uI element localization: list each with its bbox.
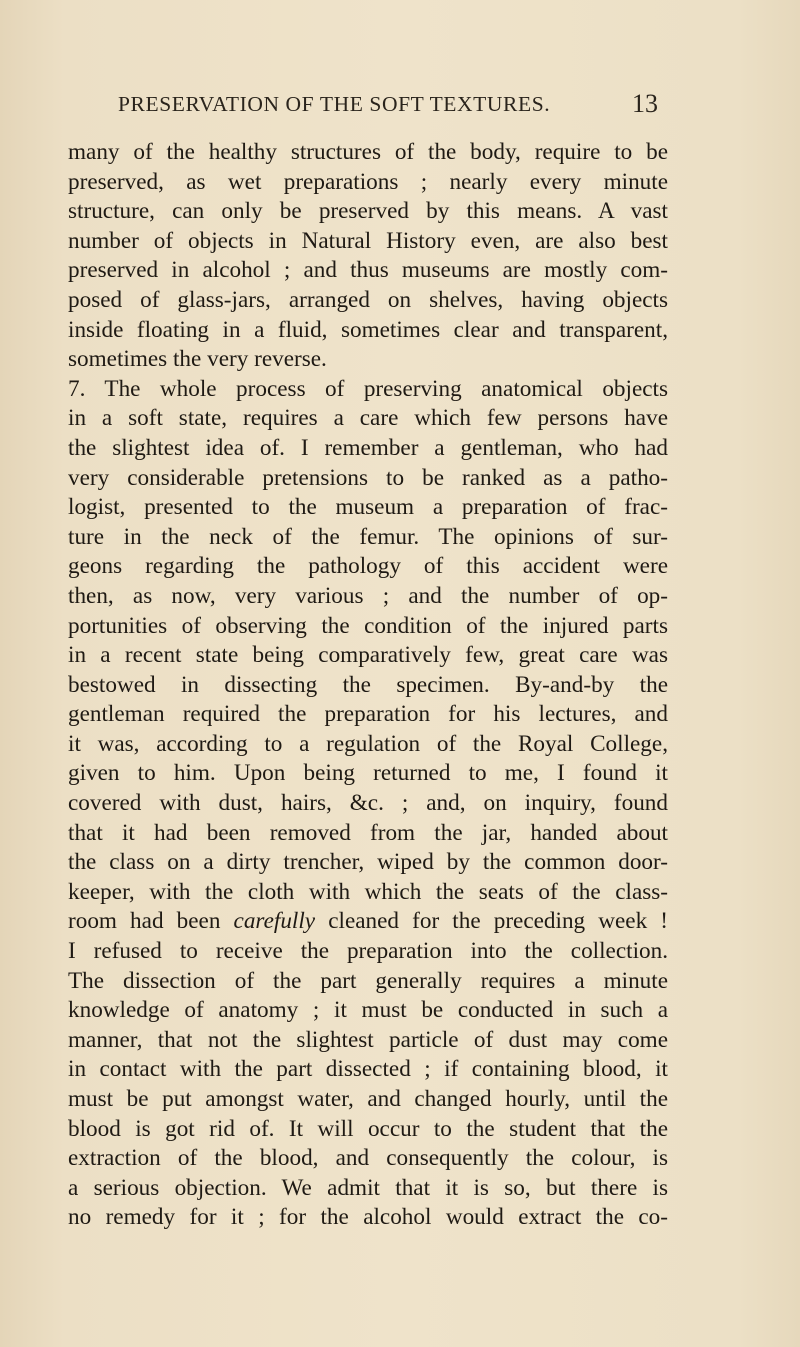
text-line: structure, can only be preserved by this means. A vast <box>68 198 668 225</box>
text-line: bestowed in dissecting the specimen. By-and-by the <box>68 671 668 698</box>
text-line: no remedy for it ; for the alcohol would extract the co- <box>68 1204 668 1231</box>
text-line: that it had been removed from the jar, handed about <box>68 819 668 846</box>
text-line: covered with dust, hairs, &c. ; and, on inquiry, found <box>68 790 668 817</box>
text-line: gentleman required the preparation for his lectures, and <box>68 701 668 728</box>
text-segment: cleaned for the preceding week ! <box>328 908 668 935</box>
text-line: then, as now, very various ; and the number of op- <box>68 582 668 609</box>
text-line: sometimes the very reverse. <box>68 346 327 373</box>
text-line: in a recent state being comparatively few, great care was <box>68 642 668 669</box>
text-line: manner, that not the slightest particle of dust may come <box>68 1026 668 1053</box>
running-title: PRESERVATION OF THE SOFT TEXTURES. <box>118 92 551 116</box>
page-header <box>118 89 658 120</box>
text-line: number of objects in Natural History even, are also best <box>68 227 668 254</box>
text-line: given to him. Upon being returned to me, I found it <box>68 760 668 787</box>
text-segment: room had been <box>68 908 221 935</box>
text-line: the class on a dirty trencher, wiped by the common door- <box>68 849 668 876</box>
text-line: preserved in alcohol ; and thus museums are mostly com- <box>68 257 668 284</box>
text-line: in contact with the part dissected ; if containing blood, it <box>68 1056 668 1083</box>
text-line: it was, according to a regulation of the Royal College, <box>68 730 668 757</box>
text-line: I refused to receive the preparation into the collection. <box>68 938 668 965</box>
text-line: geons regarding the pathology of this accident were <box>68 553 668 580</box>
text-line: preserved, as wet preparations ; nearly every minute <box>68 168 668 195</box>
text-line: inside floating in a fluid, sometimes clear and transparent, <box>68 316 668 343</box>
paragraph-start-line: 7. The whole process of preserving anatomical objects <box>68 375 668 402</box>
text-line: ture in the neck of the femur. The opinions of sur- <box>68 523 668 550</box>
body-text <box>68 138 668 1233</box>
text-line-with-italic <box>68 907 668 937</box>
text-line: logist, presented to the museum a preparation of frac- <box>68 494 668 521</box>
page-number: 13 <box>632 89 658 118</box>
text-line: a serious objection. We admit that it is so, but there is <box>68 1174 668 1201</box>
text-line: extraction of the blood, and consequently the colour, is <box>68 1145 668 1172</box>
text-line: very considerable pretensions to be ranked as a patho- <box>68 464 668 491</box>
text-line: posed of glass-jars, arranged on shelves, having objects <box>68 286 668 313</box>
text-line: the slightest idea of. I remember a gentleman, who had <box>68 434 668 461</box>
text-line: must be put amongst water, and changed hourly, until the <box>68 1086 668 1112</box>
text-line: knowledge of anatomy ; it must be conducted in such a <box>68 997 668 1024</box>
text-line: blood is got rid of. It will occur to the student that the <box>68 1115 668 1142</box>
italic-emphasis: carefully <box>233 908 316 935</box>
text-line: in a soft state, requires a care which few persons have <box>68 405 668 432</box>
text-line: The dissection of the part generally requires a minute <box>68 967 668 994</box>
text-line: keeper, with the cloth with which the seats of the class- <box>68 878 668 905</box>
text-line: portunities of observing the condition of the injured parts <box>68 612 668 639</box>
text-line: many of the healthy structures of the body, require to be <box>68 139 668 165</box>
